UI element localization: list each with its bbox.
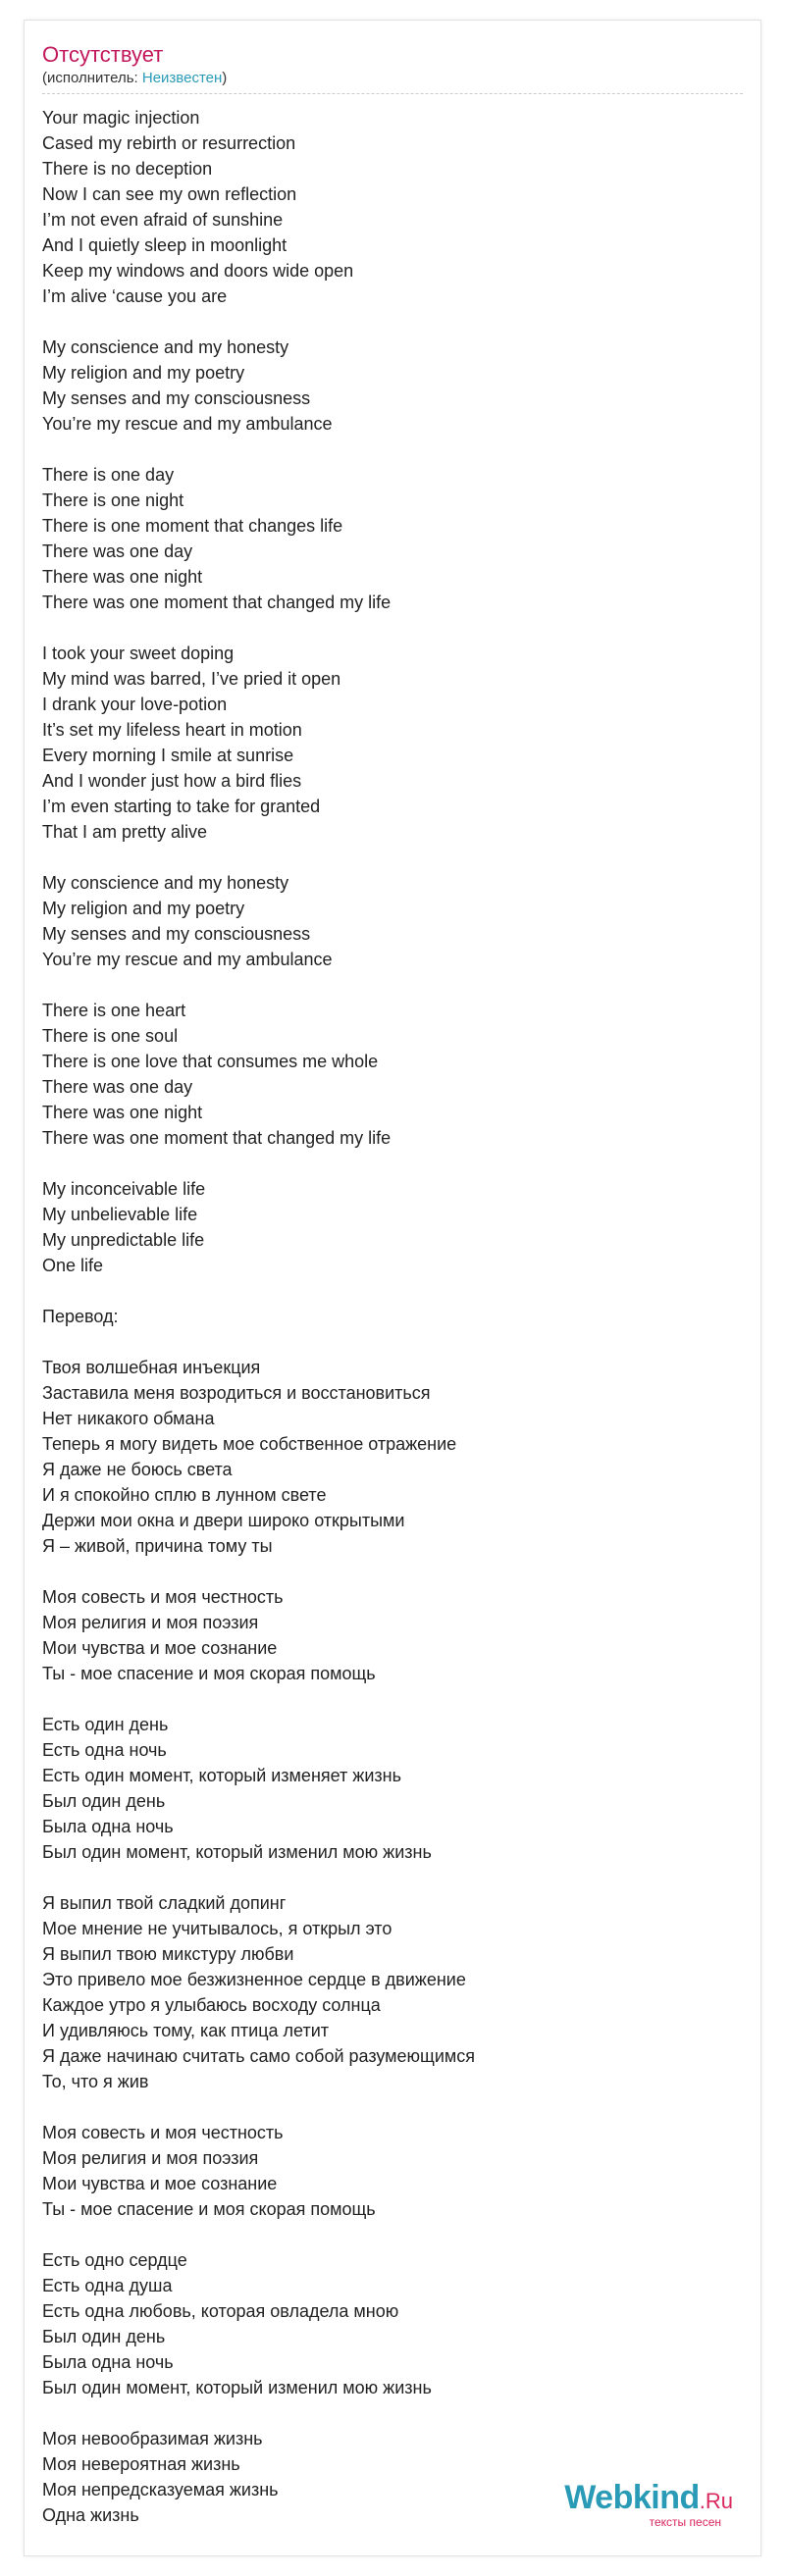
lyrics-stanza xyxy=(42,1890,743,2094)
lyric-line: Я выпил твою микстуру любви xyxy=(42,1944,294,1964)
logo-tagline: тексты песен xyxy=(649,2515,721,2529)
lyric-line: Keep my windows and doors wide open xyxy=(42,261,354,281)
lyric-line: It’s set my lifeless heart in motion xyxy=(42,720,302,740)
lyric-line: И я спокойно сплю в лунном свете xyxy=(42,1485,327,1505)
lyric-line: Теперь я могу видеть мое собственное отражение xyxy=(42,1434,457,1454)
header-divider xyxy=(42,93,743,94)
lyric-line: Моя невообразимая жизнь xyxy=(42,2429,263,2448)
lyrics-stanza xyxy=(42,1355,743,1559)
lyric-line: Ты - мое спасение и моя скорая помощь xyxy=(42,2199,376,2219)
lyrics-stanza xyxy=(42,998,743,1151)
subtitle-suffix: ) xyxy=(222,70,228,86)
lyric-line: My conscience and my honesty xyxy=(42,337,289,357)
lyrics-body xyxy=(42,105,743,2553)
lyric-line: Есть один день xyxy=(42,1715,169,1734)
lyric-line: Now I can see my own reflection xyxy=(42,184,297,204)
lyric-line: I’m not even afraid of sunshine xyxy=(42,210,284,230)
lyric-line: Your magic injection xyxy=(42,108,200,128)
lyric-line: Есть одна любовь, которая овладела мною xyxy=(42,2301,399,2321)
lyric-line: There is one heart xyxy=(42,1001,186,1020)
lyric-line: There was one moment that changed my life xyxy=(42,592,392,612)
lyric-line: Моя религия и моя поэзия xyxy=(42,2148,259,2168)
lyric-line: There was one night xyxy=(42,567,203,587)
lyric-line: And I quietly sleep in moonlight xyxy=(42,235,288,255)
logo-wordmark: Webkind xyxy=(564,2479,700,2516)
lyric-line: Моя непредсказуемая жизнь xyxy=(42,2480,279,2499)
lyric-line: There was one night xyxy=(42,1103,203,1122)
lyric-line: There is one day xyxy=(42,465,175,485)
lyric-line: И удивляюсь тому, как птица летит xyxy=(42,2021,329,2040)
lyric-line: Я – живой, причина тому ты xyxy=(42,1536,273,1556)
lyrics-stanza xyxy=(42,2120,743,2222)
lyric-line: Мои чувства и мое сознание xyxy=(42,1638,278,1658)
lyrics-stanza xyxy=(42,105,743,309)
lyric-line: Заставила меня возродиться и восстановиться xyxy=(42,1383,431,1403)
lyric-line: There was one moment that changed my life xyxy=(42,1128,392,1148)
lyric-line: Была одна ночь xyxy=(42,2352,174,2372)
lyric-line: My unbelievable life xyxy=(42,1205,198,1224)
lyric-line: Мои чувства и мое сознание xyxy=(42,2174,278,2193)
lyric-line: Я даже начинаю считать само собой разумеющимся xyxy=(42,2046,476,2066)
lyric-line: That I am pretty alive xyxy=(42,822,208,842)
lyric-line: There is no deception xyxy=(42,159,213,179)
lyric-line: Мое мнение не учитывалось, я открыл это xyxy=(42,1919,392,1938)
lyrics-stanza xyxy=(42,2247,743,2400)
lyric-line: Cased my rebirth or resurrection xyxy=(42,133,296,153)
lyric-line: Есть одно сердце xyxy=(42,2250,187,2270)
lyrics-stanza xyxy=(42,641,743,845)
lyric-line: Был один день xyxy=(42,2327,166,2346)
song-title: Отсутствует xyxy=(42,42,164,67)
lyric-line: Твоя волшебная инъекция xyxy=(42,1358,261,1377)
song-subtitle xyxy=(42,70,227,87)
lyrics-stanza xyxy=(42,1304,743,1329)
lyric-line: And I wonder just how a bird flies xyxy=(42,771,302,791)
lyric-line: Ты - мое спасение и моя скорая помощь xyxy=(42,1664,376,1683)
lyric-line: I’m even starting to take for granted xyxy=(42,797,321,816)
lyric-line: My inconceivable life xyxy=(42,1179,206,1199)
lyric-line: Перевод: xyxy=(42,1307,119,1326)
lyric-line: Держи мои окна и двери широко открытыми xyxy=(42,1511,405,1530)
lyric-line: Есть один момент, который изменяет жизнь xyxy=(42,1766,401,1785)
lyric-line: My senses and my consciousness xyxy=(42,924,311,944)
lyric-line: Был один момент, который изменил мою жизнь xyxy=(42,2378,432,2397)
lyric-line: Одна жизнь xyxy=(42,2505,139,2525)
lyric-line: Был один день xyxy=(42,1791,166,1811)
lyric-line: There is one moment that changes life xyxy=(42,516,343,536)
lyric-line: Нет никакого обмана xyxy=(42,1409,215,1428)
lyric-line: I took your sweet doping xyxy=(42,644,235,663)
lyric-line: Есть одна ночь xyxy=(42,1740,167,1760)
lyric-line: You’re my rescue and my ambulance xyxy=(42,414,333,434)
lyric-line: My religion and my poetry xyxy=(42,899,245,918)
lyrics-stanza xyxy=(42,1712,743,1865)
logo-domain: .Ru xyxy=(699,2489,733,2513)
subtitle-prefix: (исполнитель: xyxy=(42,70,142,86)
lyric-line: My senses and my consciousness xyxy=(42,388,311,408)
lyric-line: Есть одна душа xyxy=(42,2276,173,2295)
lyric-line: Я даже не боюсь света xyxy=(42,1460,233,1479)
lyric-line: There is one night xyxy=(42,490,184,510)
lyric-line: I’m alive ‘cause you are xyxy=(42,286,228,306)
lyrics-stanza xyxy=(42,335,743,437)
lyric-line: Every morning I smile at sunrise xyxy=(42,746,294,765)
lyric-line: There is one soul xyxy=(42,1026,179,1046)
lyrics-stanza xyxy=(42,1584,743,1686)
lyric-line: My conscience and my honesty xyxy=(42,873,289,893)
lyric-line: Моя религия и моя поэзия xyxy=(42,1613,259,1632)
lyric-line: Был один момент, который изменил мою жизнь xyxy=(42,1842,432,1862)
lyric-line: Моя совесть и моя честность xyxy=(42,1587,284,1607)
lyric-line: One life xyxy=(42,1256,104,1275)
lyric-line: Это привело мое безжизненное сердце в движение xyxy=(42,1970,466,1989)
lyric-line: My unpredictable life xyxy=(42,1230,205,1250)
lyric-line: There is one love that consumes me whole xyxy=(42,1052,379,1071)
lyric-line: There was one day xyxy=(42,541,193,561)
lyric-line: Каждое утро я улыбаюсь восходу солнца xyxy=(42,1995,381,2015)
lyrics-stanza xyxy=(42,462,743,615)
artist-link[interactable]: Неизвестен xyxy=(141,70,223,86)
lyric-line: Была одна ночь xyxy=(42,1817,174,1836)
lyric-line: My religion and my poetry xyxy=(42,363,245,383)
lyric-line: You’re my rescue and my ambulance xyxy=(42,950,333,969)
lyric-line: Моя невероятная жизнь xyxy=(42,2454,240,2474)
lyrics-card xyxy=(24,20,761,2556)
lyric-line: Я выпил твой сладкий допинг xyxy=(42,1893,287,1913)
site-logo[interactable] xyxy=(564,2481,733,2528)
lyric-line: My mind was barred, I’ve pried it open xyxy=(42,669,341,689)
lyrics-stanza xyxy=(42,1176,743,1278)
lyrics-stanza xyxy=(42,870,743,972)
lyric-line: There was one day xyxy=(42,1077,193,1097)
lyric-line: I drank your love-potion xyxy=(42,695,228,714)
lyric-line: Моя совесть и моя честность xyxy=(42,2123,284,2142)
lyric-line: То, что я жив xyxy=(42,2072,149,2091)
